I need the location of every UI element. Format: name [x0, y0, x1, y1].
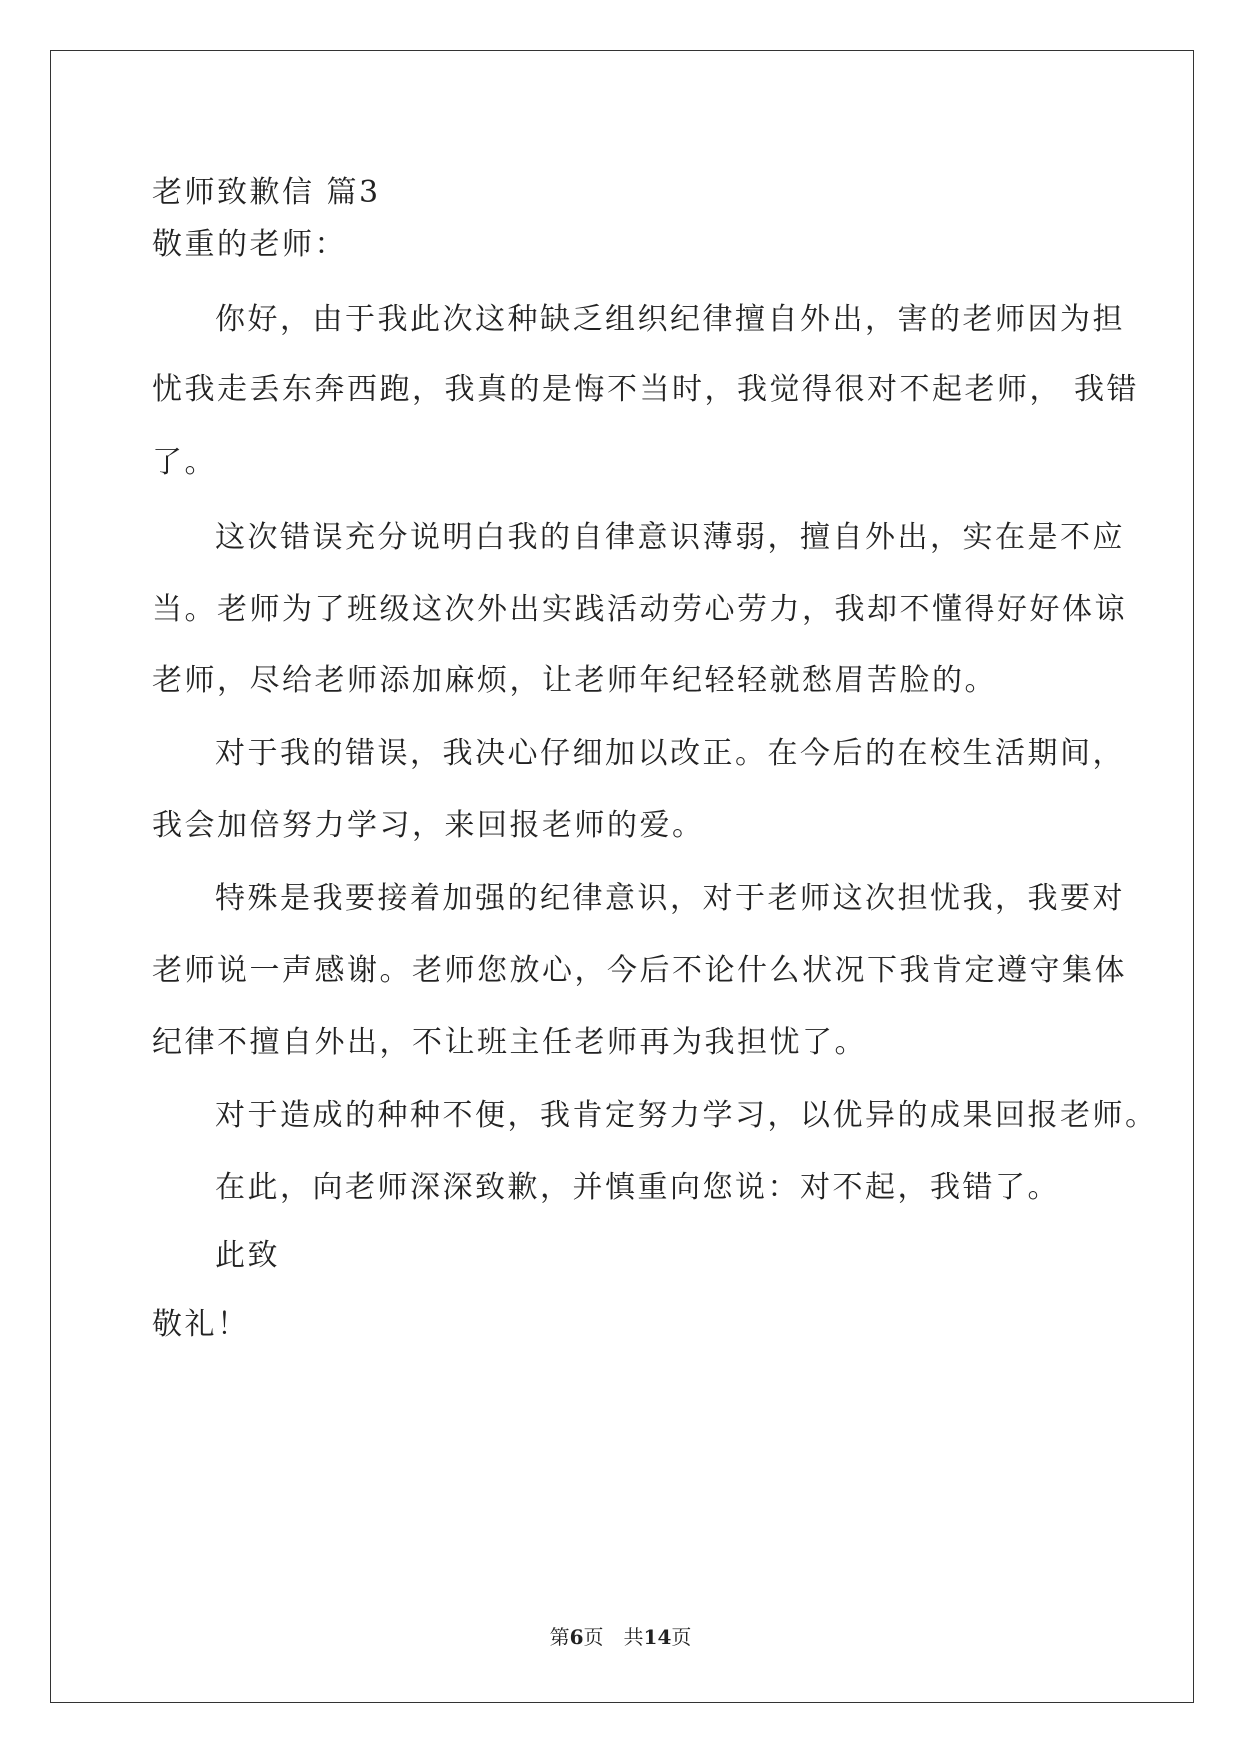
letter-title: 老师致歉信 篇3: [152, 175, 381, 210]
body-line: 当。老师为了班级这次外出实践活动劳心劳力，我却不懂得好好体谅: [152, 592, 1127, 627]
footer-mid: 页 共: [583, 1625, 644, 1649]
body-line: 纪律不擅自外出，不让班主任老师再为我担忧了。: [152, 1025, 867, 1060]
body-line: 忧我走丢东奔西跑，我真的是悔不当时，我觉得很对不起老师， 我错: [152, 372, 1140, 407]
body-line: 这次错误充分说明白我的自律意识薄弱，擅自外出，实在是不应: [215, 520, 1125, 555]
footer-prefix: 第: [549, 1625, 570, 1649]
page-border: [50, 50, 1194, 1703]
body-line: 你好，由于我此次这种缺乏组织纪律擅自外出，害的老师因为担: [215, 302, 1125, 337]
body-line: 此致: [215, 1238, 280, 1273]
body-line: 老师说一声感谢。老师您放心，今后不论什么状况下我肯定遵守集体: [152, 953, 1127, 988]
page-total: 14: [643, 1625, 672, 1649]
closing: 敬礼！: [152, 1307, 250, 1342]
salutation: 敬重的老师：: [152, 227, 347, 262]
body-line: 我会加倍努力学习，来回报老师的爱。: [152, 808, 705, 843]
body-line: 在此，向老师深深致歉，并慎重向您说：对不起，我错了。: [215, 1170, 1060, 1205]
body-line: 了。: [152, 445, 217, 480]
body-line: 老师，尽给老师添加麻烦，让老师年纪轻轻就愁眉苦脸的。: [152, 663, 997, 698]
page-number: 6: [569, 1625, 584, 1649]
page-footer: [0, 1625, 1241, 1649]
body-line: 特殊是我要接着加强的纪律意识，对于老师这次担忧我，我要对: [215, 881, 1125, 916]
footer-suffix: 页: [671, 1625, 692, 1649]
body-line: 对于造成的种种不便，我肯定努力学习，以优异的成果回报老师。: [215, 1098, 1158, 1133]
body-line: 对于我的错误，我决心仔细加以改正。在今后的在校生活期间，: [215, 736, 1125, 771]
